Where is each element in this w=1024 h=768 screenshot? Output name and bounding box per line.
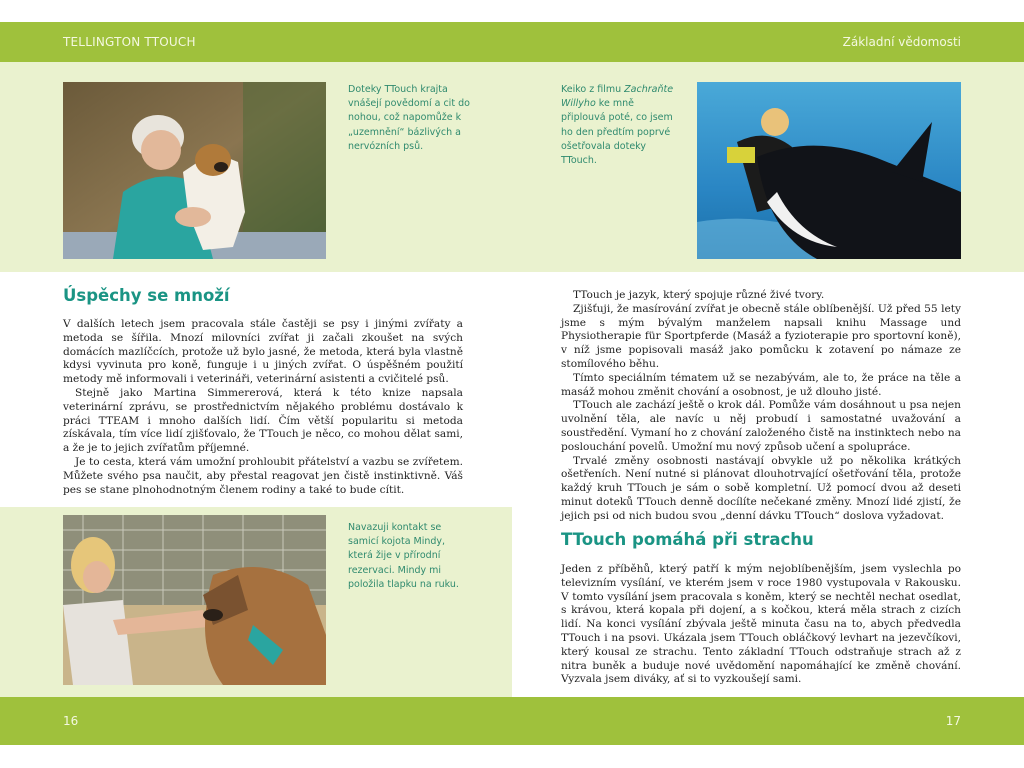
caption-dog: Doteky TTouch krajta vnášejí povědomí a cit do nohou, což napomůže k „uzemnění“ bázlivých a nervózních psů. bbox=[348, 84, 470, 152]
right-paragraph-2: Zjišťuji, že masírování zvířat je obecně stále oblíbenější. Už před 55 lety jsme s mým bývalým manželem napsali knihu Massage und Physiotherapie für Sportpferde (Masáž a fyzioterapie pro sportovní koně), v níž jsme popisovali masáž jako pomůcku k zotavení po námaze ze stomílového běhu. bbox=[561, 302, 961, 370]
caption-orca bbox=[561, 83, 679, 168]
header-band bbox=[0, 22, 1024, 62]
right-paragraph-1: TTouch je jazyk, který spojuje různé živé tvory. bbox=[573, 289, 825, 301]
body-fear bbox=[561, 563, 961, 687]
photo-coyote bbox=[63, 515, 326, 685]
right-paragraph-3: Tímto speciálním tématem už se nezabývám, ale to, že práce na těle a masáž mohou změnit chování a osobnost, je už dlouho jisté. bbox=[561, 371, 961, 398]
success-paragraph-3: Je to cesta, která vám umožní prohloubit přátelství a vazbu se zvířetem. Můžete svého psa naučit, aby přestal reagovat jen čistě instinktivně. Váš pes se stane plnohodnotným členem rodiny a také to bude cítit. bbox=[63, 455, 463, 496]
photo-woman-with-dog bbox=[63, 82, 326, 259]
footer-band bbox=[0, 697, 1024, 745]
running-header-right: Základní vědomosti bbox=[842, 35, 961, 49]
running-header-left: TELLINGTON TTOUCH bbox=[63, 35, 196, 49]
success-paragraph-1: V dalších letech jsem pracovala stále častěji se psy i jinými zvířaty a metoda se šířila. Mnozí milovníci zvířat ji začali zkoušet na svých domácích mazlíčcích, protože už bylo jasné, že metoda, která byla vlastně kdysi vyvinuta pro koně, funguje i u jiných zvířat. O úspěšném použití metody mě informovali i veterináři, veterinární asistenti a cvičitelé psů. bbox=[63, 318, 463, 386]
fear-paragraph-1: Jeden z příběhů, který patří k mým nejoblíbenějším, jsem vyslechla po televizním vysílání, ve kterém jsem v roce 1980 vystupovala v Rakousku. V tomto vysílání jsem pracovala s koněm, který se nechtěl nechat osedlat, s krávou, která kopala při dojení, a s kočkou, která měla strach z cizích lidí. Na konci vysílání zbývala ještě minuta času na to, abych předvedla TTouch i na psovi. Ukázala jsem TTouch obláčkový levhart na jezevčíkovi, který kousal ze strachu. Tento základní TTouch odstraňuje strach až z nitra buněk a buduje nové uvědomění napomáhající ke změně chování. Vyzvala jsem diváky, ať si to vyzkoušejí sami. bbox=[561, 563, 961, 686]
right-paragraph-4: TTouch ale zachází ještě o krok dál. Pomůže vám dosáhnout u psa nejen uvolnění těla, ale navíc u něj probudí i samostatné uvažování a soustředění. Vymaní ho z chování založeného čistě na instinktech nebo na poslouchání povelů. Umožní mu nový způsob učení a spolupráce. bbox=[561, 399, 961, 453]
page-number-left: 16 bbox=[63, 714, 79, 728]
caption-coyote: Navazuji kontakt se samicí kojota Mindy, která žije v přírodní rezervaci. Mindy mi položila tlapku na ruku. bbox=[348, 522, 459, 590]
page-number-right: 17 bbox=[945, 714, 961, 728]
caption-orca-film-title: Zachraňte Willyho bbox=[561, 84, 674, 110]
right-paragraph-5: Trvalé změny osobnosti nastávají obvykle už po několika krátkých ošetřeních. Není nutné si plánovat dlouhotrvající ošetřování těla, protože každý kruh TTouch je sám o sobě kompletní. Už pomocí dvou až deseti minut doteků TTouch denně docílíte nečekané změny. Mnozí lidé zjistí, že jejich psi od nich budou svou „denní dávku TTouch“ doslova vyžadovat. bbox=[561, 454, 961, 522]
success-paragraph-2: Stejně jako Martina Simmererová, která k této knize napsala veterinární zprávu, se prostřednictvím nějakého problému dostávalo k práci TTEAM i mnoho dalších lidí. Čím větší popularitu si metoda získávala, tím více lidí zjišťovalo, že TTouch je něco, co mohou dělat sami, a že je to jejich zvířatům příjemné. bbox=[63, 386, 463, 455]
body-right-column bbox=[561, 289, 961, 524]
heading-fear: TTouch pomáhá při strachu bbox=[561, 530, 814, 549]
caption-orca-pre: Keiko z filmu bbox=[561, 84, 625, 95]
body-success bbox=[63, 318, 463, 497]
heading-success: Úspěchy se množí bbox=[63, 286, 230, 305]
caption-orca-post: ke mně připlouvá poté, co jsem ho den předtím poprvé ošetřovala doteky TTouch. bbox=[561, 98, 673, 167]
photo-orca bbox=[697, 82, 961, 259]
